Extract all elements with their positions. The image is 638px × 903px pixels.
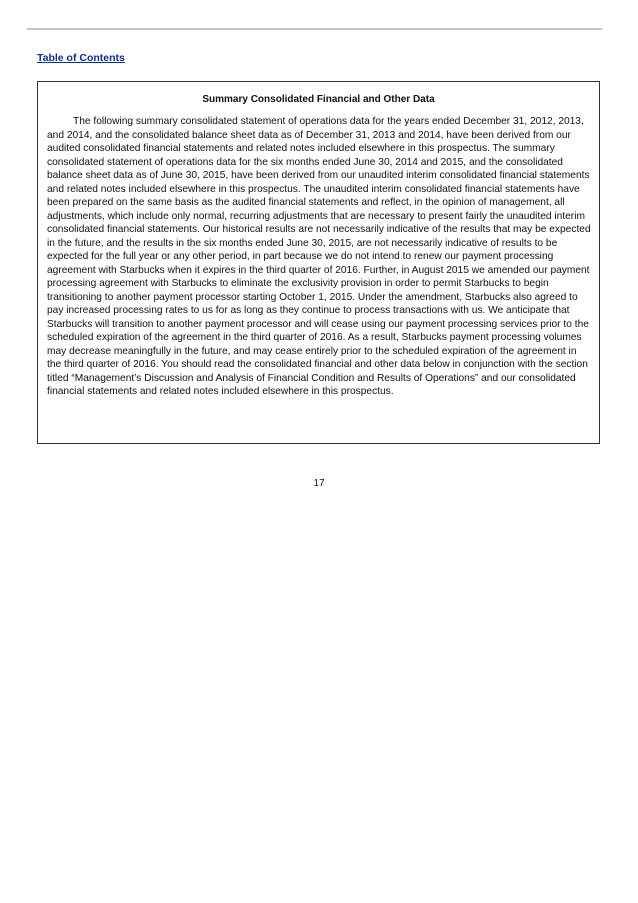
section-body-paragraph: The following summary consolidated statement of operations data for the years ended December 31, 2012, 2013, and 2014, and the consolidated balance sheet data as of December 31, 2013 and 2014, have been derived from our audited consolidated financial statements and related notes included elsewhere in this prospectus. The summary consolidated statement of operations data for the six months ended June 30, 2014 and 2015, and the consolidated balance sheet data as of June 30, 2015, have been derived from our unaudited interim consolidated financial statements and related notes included elsewhere in this prospectus. The unaudited interim consolidated financial statements have been prepared on the same basis as the audited financial statements and reflect, in the opinion of management, all adjustments, which include only normal, recurring adjustments that are necessary to present fairly the unaudited interim consolidated financial statements. Our historical results are not necessarily indicative of the results that may be expected in the future, and the results in the six months ended June 30, 2015, are not necessarily indicative of results to be expected for the full year or any other period, in part because we do not intend to renew our payment processing agreement with Starbucks when it expires in the third quarter of 2016. Further, in August 2015 we amended our payment processing agreement with Starbucks to eliminate the exclusivity provision in order to permit Starbucks to begin transitioning to another payment processor starting October 1, 2015. Under the amendment, Starbucks also agreed to pay increased processing rates to us for as long as they continue to process transactions with us. We anticipate that Starbucks will transition to another payment processor and will cease using our payment processing services prior to the scheduled expiration of the agreement in the third quarter of 2016. As a result, Starbucks payment processing volumes may decrease meaningfully in the future, and may cease entirely prior to the scheduled expiration of the agreement in the third quarter of 2016. You should read the consolidated financial and other data below in conjunction with the section titled “Management’s Discussion and Analysis of Financial Condition and Results of Operations” and our consolidated financial statements and related notes included elsewhere in this prospectus. bbox=[47, 116, 591, 397]
top-divider bbox=[27, 28, 602, 30]
summary-section-box bbox=[37, 81, 600, 444]
page-number: 17 bbox=[313, 478, 325, 489]
table-of-contents-link[interactable]: Table of Contents bbox=[37, 52, 125, 64]
section-title: Summary Consolidated Financial and Other Data bbox=[202, 94, 435, 105]
